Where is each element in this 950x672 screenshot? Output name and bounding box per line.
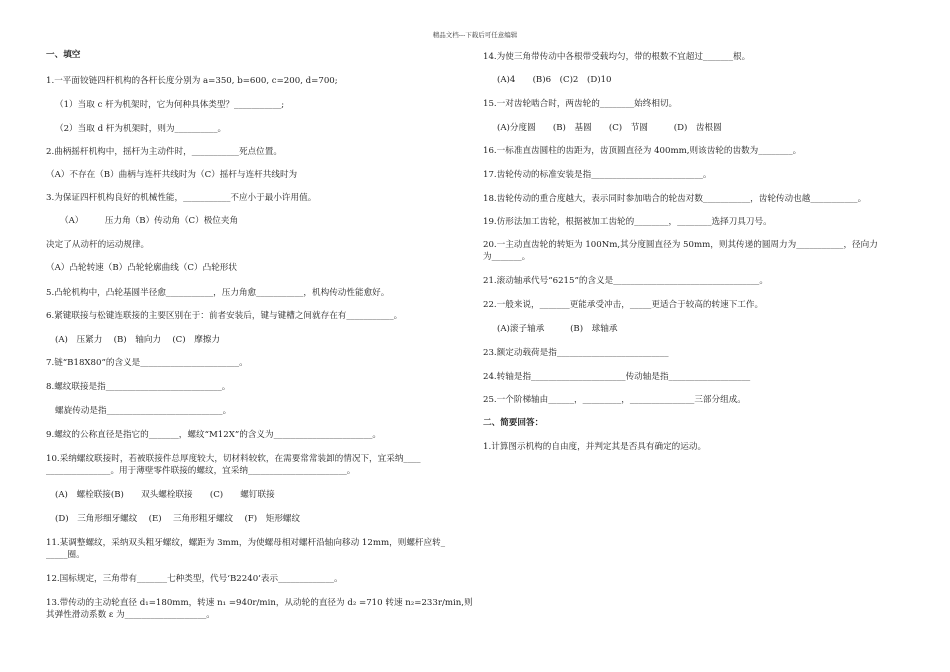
question-8a: 8.螺纹联接是指___________________________。 — [46, 382, 231, 392]
question-1-part-2: （2）当取 d 杆为机架时，则为__________。 — [55, 124, 227, 134]
question-10-options-1: (A) 螺栓联接(B) 双头螺栓联接 (C) 螺钉联接 — [55, 490, 275, 500]
section-title-short-answer: 二、简要回答： — [483, 418, 544, 428]
question-10-line-1: 10.采纳螺纹联接时，若被联接件总厚度较大，切材料较软，在需要常常装卸的情况下，宜采纳____ — [46, 454, 421, 464]
question-8b: 螺旋传动是指___________________________。 — [55, 406, 232, 416]
question-21: 21.滚动轴承代号“6215”的含义是__________________________________。 — [483, 276, 768, 286]
question-20-line-2: 为_______。 — [483, 252, 531, 262]
section-title-fill-in: 一、填空 — [46, 50, 81, 60]
question-13-line-2: 其弹性滑动系数 ε 为___________________。 — [46, 610, 215, 620]
question-25: 25.一个阶梯轴由______，_________，_______________三部分组成。 — [483, 395, 746, 405]
question-10-options-2: (D) 三角形细牙螺纹 (E) 三角形粗牙螺纹 (F) 矩形螺纹 — [55, 514, 301, 524]
question-14-options: (A)4 (B)6 (C)2 (D)10 — [497, 75, 612, 85]
question-1-part-1: （1）当取 c 杆为机架时，它为何种具体类型？___________; — [55, 100, 285, 110]
question-19: 19.仿形法加工齿轮，根据被加工齿轮的________，________选择刀具刀号。 — [483, 217, 772, 227]
question-7: 7.链“B18X80”的含义是_______________________。 — [46, 358, 248, 368]
question-2-options: （A）不存在（B）曲柄与连杆共线时为（C）摇杆与连杆共线时为 — [46, 170, 298, 180]
question-23: 23.额定动载荷是指__________________________ — [483, 348, 669, 358]
question-2: 2.曲柄摇杆机构中，摇杆为主动件时，___________死点位置。 — [46, 147, 282, 157]
short-answer-1: 1.计算图示机构的自由度，并判定其是否具有确定的运动。 — [483, 442, 707, 452]
question-17: 17.齿轮传动的标准安装是指__________________________。 — [483, 170, 712, 180]
question-5: 5.凸轮机构中，凸轮基圆半径愈___________，压力角愈___________，机构传动性能愈好。 — [46, 288, 390, 298]
question-13-line-1: 13.带传动的主动轮直径 d₁=180mm，转速 n₁ =940r/min，从动轮的直径为 d₂ =710 转速 n₂=233r/min,则 — [46, 598, 473, 608]
question-4-options: （A）凸轮转速（B）凸轮轮廓曲线（C）凸轮形状 — [46, 263, 237, 273]
question-3: 3.为保证四杆机构良好的机械性能，___________不应小于最小许用值。 — [46, 193, 317, 203]
question-18: 18.齿轮传动的重合度越大，表示同时参加啮合的轮齿对数___________，齿轮传动也越___________。 — [483, 194, 867, 204]
question-1: 1.一平面铰链四杆机构的各杆长度分别为 a=350, b=600, c=200, d=700; — [46, 76, 338, 86]
question-15-options: (A)分度圆 (B) 基圆 (C) 节圆 (D) 齿根圆 — [497, 123, 722, 133]
question-3-options: （A） 压力角（B）传动角（C）极位夹角 — [60, 216, 239, 226]
page-header: 精品文档---下载后可任意编辑 — [432, 31, 518, 39]
question-6: 6.紧键联接与松键连联接的主要区别在于：前者安装后，键与键槽之间就存在有___________。 — [46, 311, 403, 321]
question-16: 16.一标准直齿圆柱的齿距为，齿顶圆直径为 400mm,则该齿轮的齿数为________。 — [483, 146, 802, 156]
question-12: 12.国标规定，三角带有_______七种类型，代号‘B2240’表示_____________。 — [46, 574, 343, 584]
question-15: 15.一对齿轮啮合时，两齿轮的________始终相切。 — [483, 99, 678, 109]
question-11-line-2: _____圈。 — [46, 550, 85, 560]
question-11-line-1: 11.某调整螺纹，采纳双头粗牙螺纹，螺距为 3mm，为使螺母相对螺杆沿轴向移动 12mm，则螺杆应转_ — [46, 538, 445, 548]
question-22-options: (A)滚子轴承 (B) 球轴承 — [497, 324, 618, 334]
question-22: 22.一般来说，_______更能承受冲击，_____更适合于较高的转速下工作。 — [483, 300, 764, 310]
question-20-line-1: 20.一主动直齿轮的转矩为 100Nm,其分度圆直径为 50mm，则其传递的圆周力为___________，径向力 — [483, 240, 878, 250]
question-24: 24.转轴是指______________________传动轴是指___________________ — [483, 372, 751, 382]
question-14: 14.为使三角带传动中各根带受载均匀，带的根数不宜超过_______根。 — [483, 52, 751, 62]
question-4-stem: 决定了从动杆的运动规律。 — [46, 240, 150, 250]
question-10-line-2: _______________。用于薄壁零件联接的螺纹，宜采纳_______________________。 — [46, 466, 356, 476]
question-6-options: (A) 压紧力 (B) 轴向力 (C) 摩擦力 — [55, 335, 220, 345]
question-9: 9.螺纹的公称直径是指它的_______，螺纹“M12X”的含义为_______________________。 — [46, 430, 382, 440]
